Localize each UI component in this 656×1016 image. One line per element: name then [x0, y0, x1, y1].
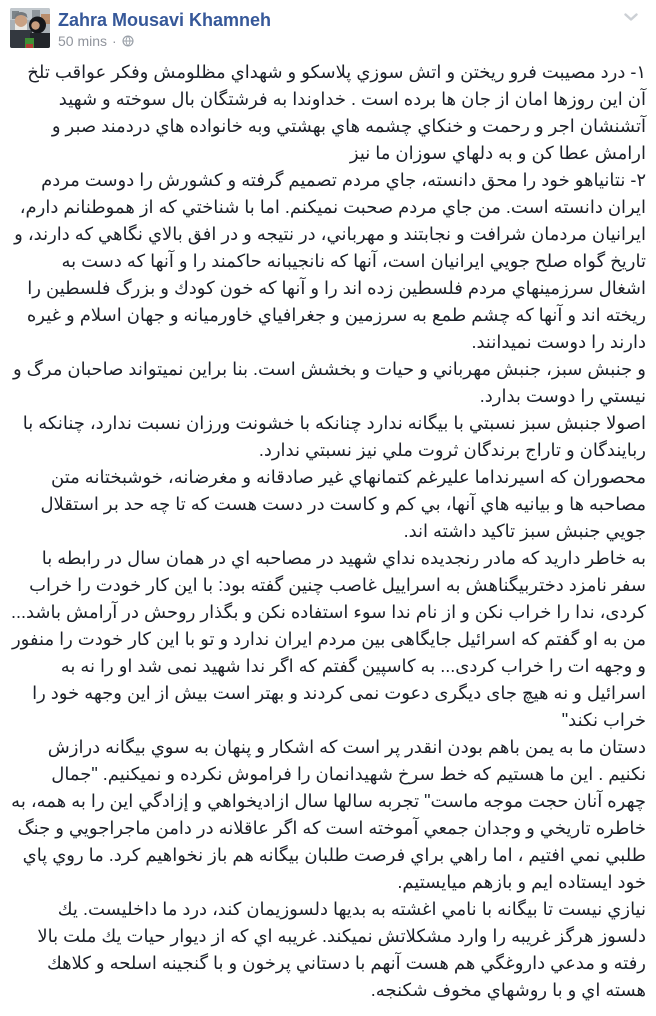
post-paragraph: اصولا جنبش سبز نسبتي با بيگانه ندارد چنانكه با خشونت ورزان نسبت ندارد، چنانكه با ربايندگان و تاراج برندگان ثروت ملي نيز نسبتي ندارد. [22, 413, 646, 460]
post-meta [58, 33, 271, 49]
post-body [10, 59, 646, 1004]
post-paragraph: ۲- نتانياهو خود را محق دانسته، جاي مردم تصميم گرفته و كشورش را دوست مردم ايران دانسته است. من جاي مردم صحبت نميكنم. اما با شناختي كه از هموطنانم دارم، ايرانيان مردمان شرافت و نجابتند و مهرباني، در نتيجه و در افق بالاي نگاهي كه دارند، و تاريخ گواه صلح جويي ايرانيان است، آنها كه نانجيبانه حاكمند را و آنها كه دست به اشغال سرزمينهاي مردم فلسطين زده اند را و آنها كه خون كودك و بزرگ فلسطين را ريخته اند و آنها كه چشم طمع به سرزمين و جغرافياي خاورميانه و جهان اسلام و غيره دارند را دوست نميدانند. [14, 170, 646, 352]
globe-icon [122, 35, 134, 47]
post-paragraph: به خاطر داريد كه مادر رنجديده نداي شهيد در مصاحبه اي در همان سال در رابطه با سفر نامزد دختربيگناهش به اسراييل غاصب چنين گفته بود: با اين كار خودت را خراب کردی، ندا را خراب نكن و از نام ندا سوء استفاده نكن و بگذار روحش در آرامش باشد... من به او گفتم كه اسرائيل جايگاهی بين مردم ايران ندارد و تو با اين كار خودت را منفور و وجهه ات را خراب کردی... به كاسپين گفتم كه اگر ندا شهيد نمی شد او را نه به اسرائيل و نه هيچ جای ديگری دعوت نمی كردند و بهتر است بيش از اين وجهه خود را خراب نكند" [10, 548, 646, 730]
post-paragraph: و جنبش سبز، جنبش مهرباني و حيات و بخشش است. بنا براين نميتواند صاحبان مرگ و نيستي را دوست بدارد. [12, 359, 646, 406]
post-paragraph: محصوران كه اسيرنداما عليرغم كتمانهاي غير صادقانه و مغرضانه، خوشبختانه متن مصاحبه ها و بيانيه هاي آنها، بي كم و كاست در دست هست كه تا چه حد بر استقلال جويي جنبش سبز تاكيد داشته اند. [40, 467, 646, 541]
post-paragraph: ۱- درد مصيبت فرو ريختن و اتش سوزي پلاسكو و شهداي مظلومش وفكر عواقب تلخ آن اين روزها امان از جان ها برده است . خداوندا به فرشتگان بال سوخته و شهيد آتشنشان اجر و رحمت و خنكاي چشمه هاي بهشتي وبه خانواده هاي دردمند صبر و ارامش عطا كن و به دلهاي سوزان ما نيز [27, 62, 646, 163]
avatar[interactable] [10, 8, 50, 48]
author-link[interactable]: Zahra Mousavi Khamneh [58, 10, 272, 30]
post-paragraph: دستان ما به يمن باهم بودن انقدر پر است كه اشكار و پنهان به سوي بيگانه درازش نكنيم . اين ما هستيم كه خط سرخ شهيدانمان را فراموش نكرده و نميكنيم. "جمال چهره آنان حجت موجه ماست" تجربه سالها سال ازاديخواهي و إزادگي اين را به همه، به خاطره تاريخي و وجدان جمعي آموخته است كه اگر عاقلانه در دامن ماجراجويي و جنگ طلبي نمي افتيم ، اما راهي براي فرصت طلبان بيگانه هم باز نخواهيم كرد. ما روي پاي خود ايستاده ايم و بازهم ميايستيم. [11, 737, 646, 892]
post-header-text [58, 8, 271, 49]
meta-separator: · [112, 33, 117, 49]
chevron-down-icon[interactable] [622, 10, 640, 24]
profile-photo [10, 8, 50, 48]
post-paragraph: نيازي نيست تا بيگانه با نامي اغشته به بديها دلسوزيمان كند، درد ما داخليست. يك دلسوز هرگز غريبه را وارد مشكلاتش نميكند. غريبه اي كه از ديوار حيات يك ملت بالا رفته و مدعي داروغگي هم هست آنهم با دستاني پرخون و با گنجينه اسلحه و كلاهك هسته اي و با روشهاي مخوف شكنجه. [37, 899, 646, 1000]
post-header [10, 8, 646, 49]
timestamp-link[interactable]: 50 mins [58, 33, 108, 49]
